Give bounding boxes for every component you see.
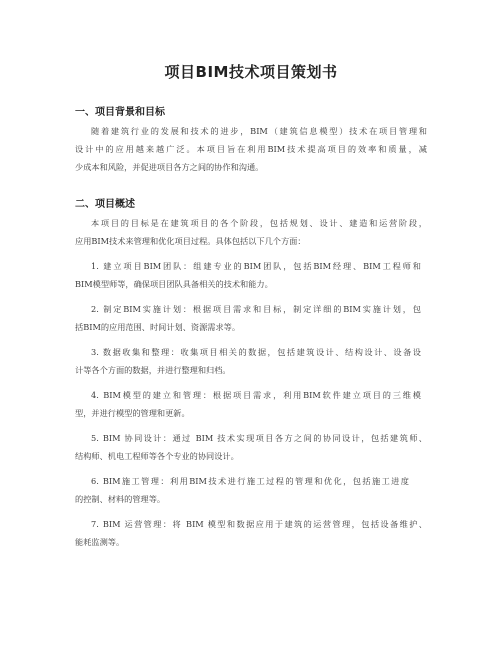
list-item-line: 5. BIM 协同设计：通过 BIM 技术实现项目各方之间的协同设计，包括建筑师、 — [91, 433, 427, 443]
paragraph-line: 应用BIM技术来管理和优化项目过程。具体包括以下几个方面： — [75, 236, 306, 246]
paragraph-line: 随着建筑行业的发展和技术的进步，BIM（建筑信息模型）技术在项目管理和 — [91, 126, 427, 136]
list-item-line: 6. BIM施工管理：利用BIM技术进行施工过程的管理和优化，包括施工进度 — [91, 476, 409, 486]
list-item-line: 1. 建立项目BIM团队：组建专业的BIM团队，包括BIM经理、BIM工程师和 — [91, 261, 421, 271]
list-item-line: 计等各个方面的数据，并进行整理和归档。 — [75, 365, 231, 375]
list-item-line: 括BIM的应用范围、时间计划、资源需求等。 — [75, 322, 241, 332]
document-title: 项目BIM技术项目策划书 — [164, 63, 338, 81]
list-item-line: BIM模型师等，确保项目团队具备相关的技术和能力。 — [75, 279, 273, 289]
paragraph-line: 少成本和风险，并促进项目各方之间的协作和沟通。 — [75, 162, 264, 172]
list-item-line: 3. 数据收集和整理：收集项目相关的数据，包括建筑设计、结构设计、设备设 — [91, 347, 421, 357]
section-heading-background: 一、项目背景和目标 — [75, 107, 165, 118]
paragraph-line: 本项目的目标是在建筑项目的各个阶段，包括规划、设计、建造和运营阶段， — [91, 218, 427, 228]
list-item-line: 7. BIM 运营管理：将 BIM 模型和数据应用于建筑的运营管理，包括设备维护、 — [91, 519, 427, 529]
list-item-line: 结构师、机电工程师等各个专业的协同设计。 — [75, 451, 239, 461]
list-item-line: 的控制、材料的管理等。 — [75, 494, 166, 504]
list-item-line: 2. 制定BIM实施计划：根据项目需求和目标，制定详细的BIM实施计划，包 — [91, 304, 421, 314]
list-item-line: 型，并进行模型的管理和更新。 — [75, 408, 190, 418]
paragraph-line: 设计中的应用越来越广泛。本项目旨在利用BIM技术提高项目的效率和质量，减 — [75, 144, 427, 154]
section-heading-overview: 二、项目概述 — [75, 199, 135, 210]
list-item-line: 能耗监测等。 — [75, 537, 125, 547]
list-item-line: 4. BIM模型的建立和管理：根据项目需求，利用BIM软件建立项目的三维模 — [91, 390, 421, 400]
